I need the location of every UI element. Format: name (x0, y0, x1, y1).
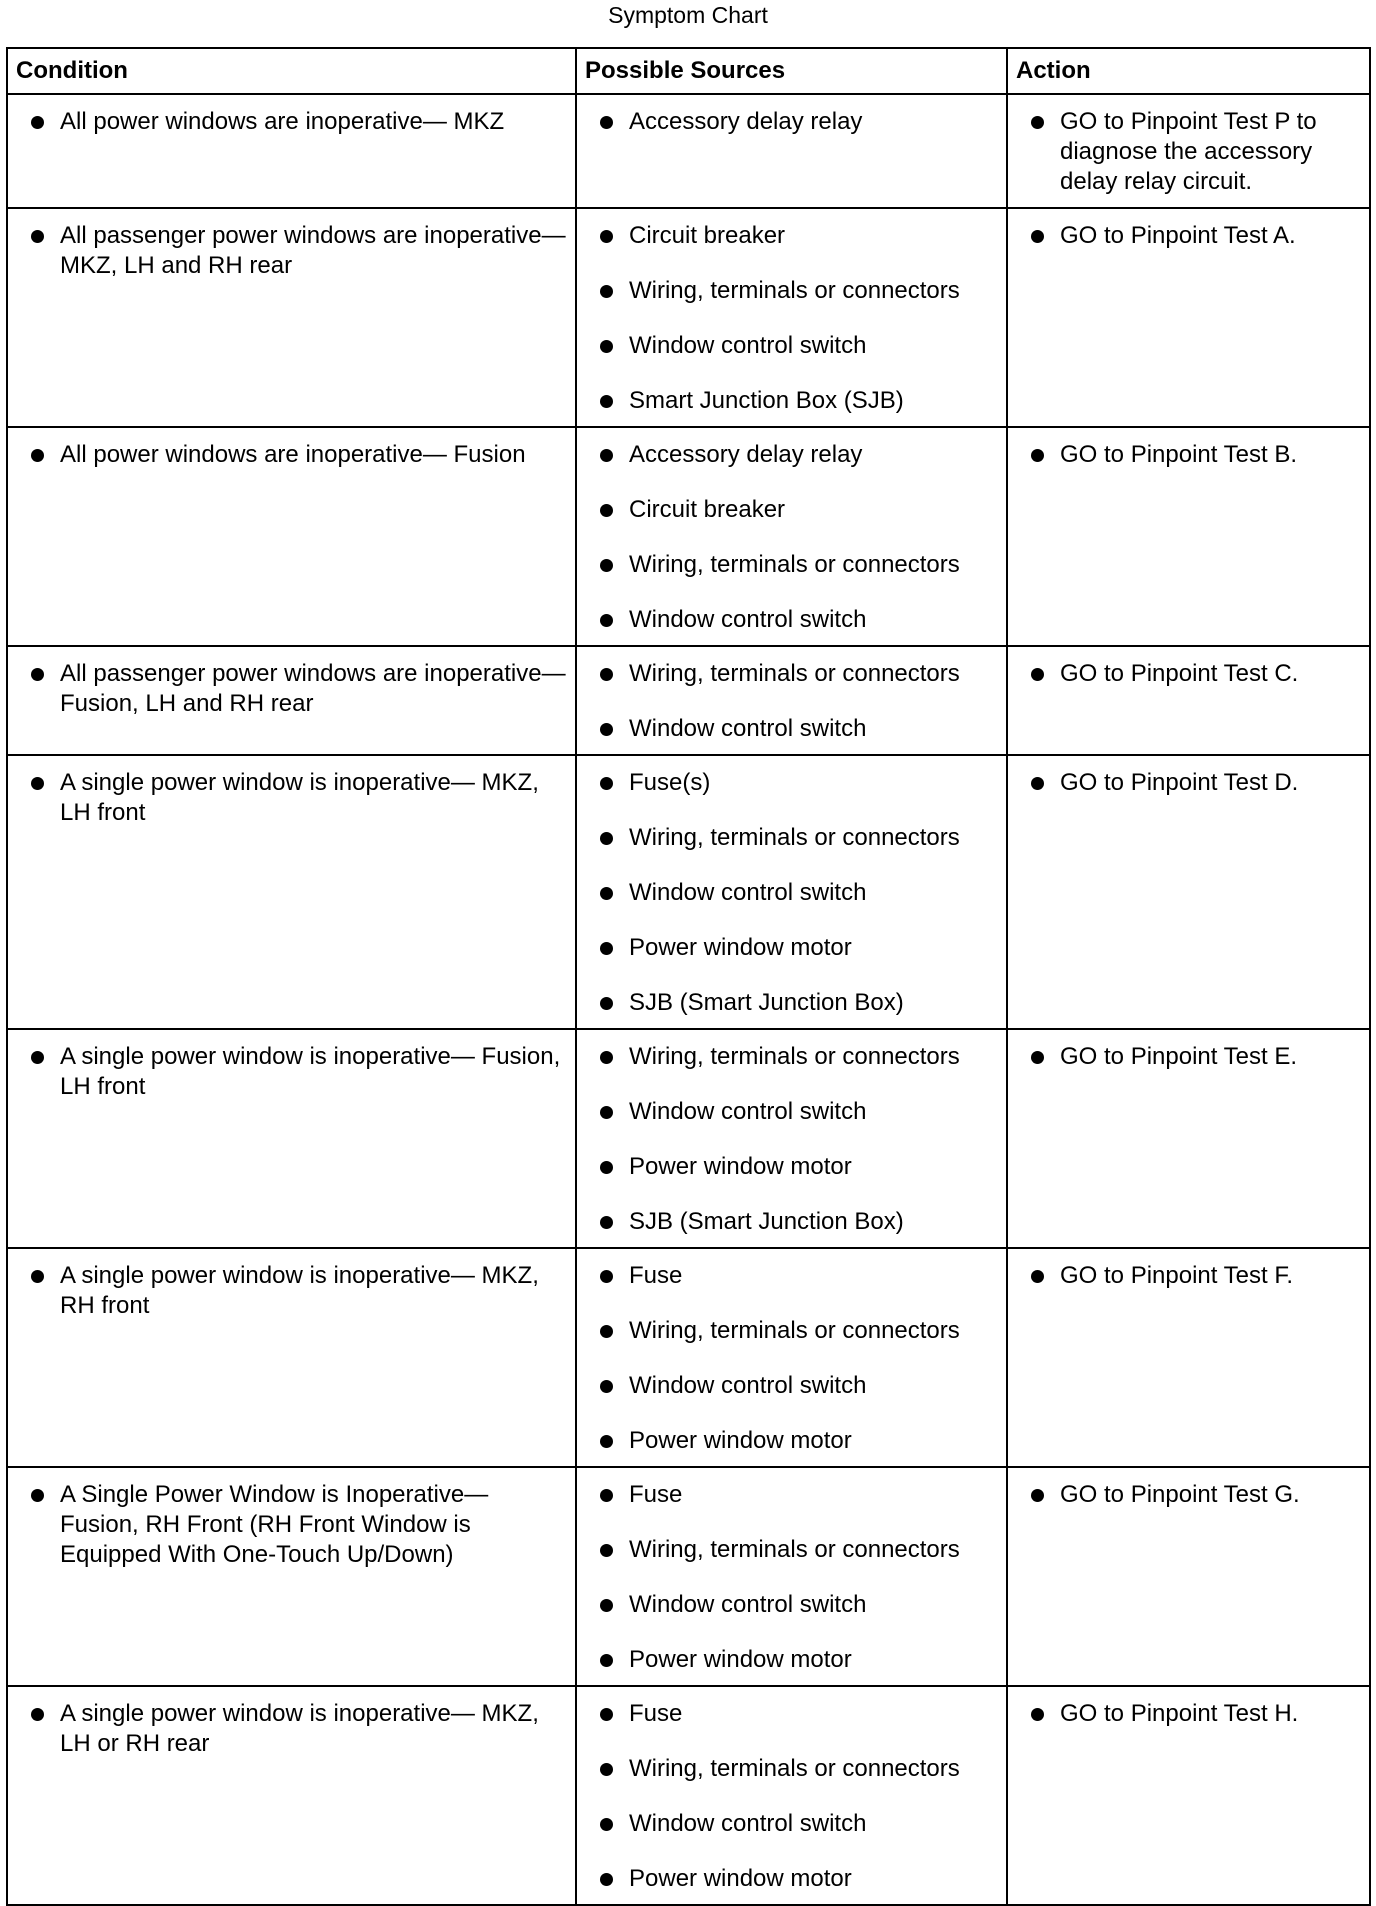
item-text: All passenger power windows are inoperative— Fusion, LH and RH rear (60, 660, 566, 717)
bullet-icon (1031, 116, 1044, 129)
list-item (577, 823, 998, 853)
list-item (1008, 221, 1361, 251)
list-item (1008, 1261, 1361, 1291)
bullet-icon (1031, 1051, 1044, 1064)
item-text: Power window motor (629, 1153, 852, 1180)
list-item (8, 1042, 567, 1102)
list-item (577, 1699, 998, 1729)
list-item (577, 1426, 998, 1456)
list-item (577, 1809, 998, 1839)
bullet-icon (600, 1544, 613, 1557)
bullet-icon (31, 1051, 44, 1064)
list-item (577, 1645, 998, 1675)
bullet-icon (600, 1489, 613, 1502)
list-item (577, 107, 998, 137)
bullet-icon (600, 777, 613, 790)
condition-cell (7, 94, 576, 208)
bullet-icon (600, 1161, 613, 1174)
bullet-icon (600, 340, 613, 353)
bullet-icon (31, 449, 44, 462)
item-text: All power windows are inoperative— MKZ (60, 108, 505, 135)
list-item (8, 440, 567, 470)
sources-cell (576, 755, 1007, 1029)
item-text: Window control switch (629, 1098, 867, 1125)
table-row (7, 1248, 1370, 1467)
table-row (7, 94, 1370, 208)
action-cell (1007, 1686, 1370, 1905)
bullet-icon (1031, 1270, 1044, 1283)
bullet-icon (1031, 1489, 1044, 1502)
list-item (577, 1535, 998, 1565)
bullet-icon (600, 1380, 613, 1393)
item-text: Accessory delay relay (629, 441, 863, 468)
bullet-icon (31, 668, 44, 681)
bullet-icon (600, 1106, 613, 1119)
list-item (1008, 1042, 1361, 1072)
list-item (577, 550, 998, 580)
bullet-icon (31, 230, 44, 243)
item-text: GO to Pinpoint Test H. (1060, 1700, 1299, 1727)
bullet-icon (600, 230, 613, 243)
sources-cell (576, 1467, 1007, 1686)
list-item (8, 221, 567, 281)
item-text: Smart Junction Box (SJB) (629, 387, 904, 414)
sources-cell (576, 1686, 1007, 1905)
header-row (7, 48, 1370, 94)
bullet-icon (31, 777, 44, 790)
action-cell (1007, 1029, 1370, 1248)
table-row (7, 1686, 1370, 1905)
table-row (7, 755, 1370, 1029)
list-item (577, 1480, 998, 1510)
list-item (577, 495, 998, 525)
bullet-icon (600, 1708, 613, 1721)
bullet-icon (31, 1708, 44, 1721)
item-text: Window control switch (629, 1591, 867, 1618)
item-text: Power window motor (629, 1646, 852, 1673)
list-item (577, 331, 998, 361)
header-possible-sources: Possible Sources (576, 48, 1007, 94)
list-item (577, 221, 998, 251)
list-item (577, 768, 998, 798)
sources-cell (576, 646, 1007, 755)
list-item (577, 440, 998, 470)
bullet-icon (600, 1818, 613, 1831)
condition-cell (7, 427, 576, 646)
bullet-icon (600, 997, 613, 1010)
list-item (577, 1590, 998, 1620)
item-text: GO to Pinpoint Test B. (1060, 441, 1298, 468)
bullet-icon (600, 449, 613, 462)
bullet-icon (31, 1489, 44, 1502)
sources-cell (576, 208, 1007, 427)
bullet-icon (600, 614, 613, 627)
bullet-icon (1031, 1708, 1044, 1721)
bullet-icon (1031, 230, 1044, 243)
item-text: Fuse (629, 1700, 683, 1727)
bullet-icon (1031, 777, 1044, 790)
item-text: Wiring, terminals or connectors (629, 277, 960, 304)
bullet-icon (600, 1051, 613, 1064)
item-text: Window control switch (629, 1810, 867, 1837)
item-text: Power window motor (629, 1865, 852, 1892)
list-item (577, 276, 998, 306)
bullet-icon (600, 504, 613, 517)
item-text: SJB (Smart Junction Box) (629, 1208, 904, 1235)
bullet-icon (600, 1763, 613, 1776)
list-item (577, 1207, 998, 1237)
list-item (8, 1699, 567, 1759)
item-text: Window control switch (629, 1372, 867, 1399)
item-text: Window control switch (629, 715, 867, 742)
list-item (8, 768, 567, 828)
condition-cell (7, 646, 576, 755)
item-text: GO to Pinpoint Test F. (1060, 1262, 1294, 1289)
item-text: GO to Pinpoint Test D. (1060, 769, 1299, 796)
condition-cell (7, 1467, 576, 1686)
action-cell (1007, 94, 1370, 208)
item-text: A Single Power Window is Inoperative— Fusion, RH Front (RH Front Window is Equipped With One-Touch Up/Down) (60, 1481, 489, 1568)
condition-cell (7, 1029, 576, 1248)
list-item (577, 878, 998, 908)
item-text: Accessory delay relay (629, 108, 863, 135)
list-item (577, 1097, 998, 1127)
bullet-icon (600, 1599, 613, 1612)
action-cell (1007, 646, 1370, 755)
item-text: A single power window is inoperative— MKZ, LH or RH rear (60, 1700, 539, 1757)
item-text: Wiring, terminals or connectors (629, 551, 960, 578)
item-text: GO to Pinpoint Test A. (1060, 222, 1296, 249)
list-item (8, 1480, 567, 1570)
action-cell (1007, 208, 1370, 427)
sources-cell (576, 1248, 1007, 1467)
item-text: Wiring, terminals or connectors (629, 660, 960, 687)
list-item (1008, 659, 1361, 689)
bullet-icon (31, 116, 44, 129)
symptom-table (6, 47, 1371, 1906)
item-text: GO to Pinpoint Test P to diagnose the accessory delay relay circuit. (1060, 108, 1317, 195)
bullet-icon (600, 942, 613, 955)
item-text: A single power window is inoperative— Fusion, LH front (60, 1043, 561, 1100)
item-text: A single power window is inoperative— MKZ, LH front (60, 769, 539, 826)
action-cell (1007, 1467, 1370, 1686)
sources-cell (576, 94, 1007, 208)
list-item (577, 659, 998, 689)
item-text: Fuse(s) (629, 769, 711, 796)
table-row (7, 427, 1370, 646)
item-text: Power window motor (629, 1427, 852, 1454)
list-item (1008, 1699, 1361, 1729)
sources-cell (576, 1029, 1007, 1248)
list-item (8, 659, 567, 719)
item-text: Power window motor (629, 934, 852, 961)
list-item (577, 1371, 998, 1401)
bullet-icon (600, 395, 613, 408)
condition-cell (7, 1248, 576, 1467)
condition-cell (7, 1686, 576, 1905)
bullet-icon (600, 559, 613, 572)
item-text: Fuse (629, 1481, 683, 1508)
list-item (577, 1152, 998, 1182)
list-item (577, 988, 998, 1018)
list-item (577, 1754, 998, 1784)
item-text: SJB (Smart Junction Box) (629, 989, 904, 1016)
item-text: Window control switch (629, 606, 867, 633)
item-text: GO to Pinpoint Test E. (1060, 1043, 1298, 1070)
bullet-icon (600, 1325, 613, 1338)
item-text: Wiring, terminals or connectors (629, 1043, 960, 1070)
bullet-icon (1031, 668, 1044, 681)
list-item (1008, 440, 1361, 470)
list-item (577, 605, 998, 635)
list-item (1008, 1480, 1361, 1510)
item-text: Wiring, terminals or connectors (629, 1536, 960, 1563)
item-text: A single power window is inoperative— MKZ, RH front (60, 1262, 539, 1319)
list-item (577, 933, 998, 963)
list-item (577, 1261, 998, 1291)
condition-cell (7, 755, 576, 1029)
item-text: Fuse (629, 1262, 683, 1289)
bullet-icon (600, 1270, 613, 1283)
item-text: GO to Pinpoint Test C. (1060, 660, 1299, 687)
bullet-icon (600, 285, 613, 298)
item-text: GO to Pinpoint Test G. (1060, 1481, 1300, 1508)
bullet-icon (600, 116, 613, 129)
bullet-icon (600, 1873, 613, 1886)
item-text: Wiring, terminals or connectors (629, 1755, 960, 1782)
item-text: All passenger power windows are inoperative— MKZ, LH and RH rear (60, 222, 566, 279)
action-cell (1007, 755, 1370, 1029)
bullet-icon (600, 723, 613, 736)
item-text: Wiring, terminals or connectors (629, 824, 960, 851)
condition-cell (7, 208, 576, 427)
item-text: Circuit breaker (629, 496, 786, 523)
bullet-icon (600, 887, 613, 900)
bullet-icon (31, 1270, 44, 1283)
list-item (577, 1864, 998, 1894)
table-row (7, 208, 1370, 427)
item-text: Circuit breaker (629, 222, 786, 249)
bullet-icon (600, 1654, 613, 1667)
action-cell (1007, 427, 1370, 646)
list-item (577, 1316, 998, 1346)
table-row (7, 1029, 1370, 1248)
action-cell (1007, 1248, 1370, 1467)
table-row (7, 1467, 1370, 1686)
bullet-icon (600, 668, 613, 681)
item-text: All power windows are inoperative— Fusion (60, 441, 526, 468)
bullet-icon (600, 1216, 613, 1229)
bullet-icon (600, 1435, 613, 1448)
header-action: Action (1007, 48, 1370, 94)
sources-cell (576, 427, 1007, 646)
list-item (1008, 107, 1361, 197)
bullet-icon (600, 832, 613, 845)
item-text: Window control switch (629, 332, 867, 359)
chart-title: Symptom Chart (608, 2, 768, 28)
list-item (577, 714, 998, 744)
list-item (8, 107, 567, 137)
list-item (8, 1261, 567, 1321)
item-text: Wiring, terminals or connectors (629, 1317, 960, 1344)
list-item (577, 1042, 998, 1072)
table-row (7, 646, 1370, 755)
bullet-icon (1031, 449, 1044, 462)
item-text: Window control switch (629, 879, 867, 906)
header-condition: Condition (7, 48, 576, 94)
list-item (577, 386, 998, 416)
list-item (1008, 768, 1361, 798)
